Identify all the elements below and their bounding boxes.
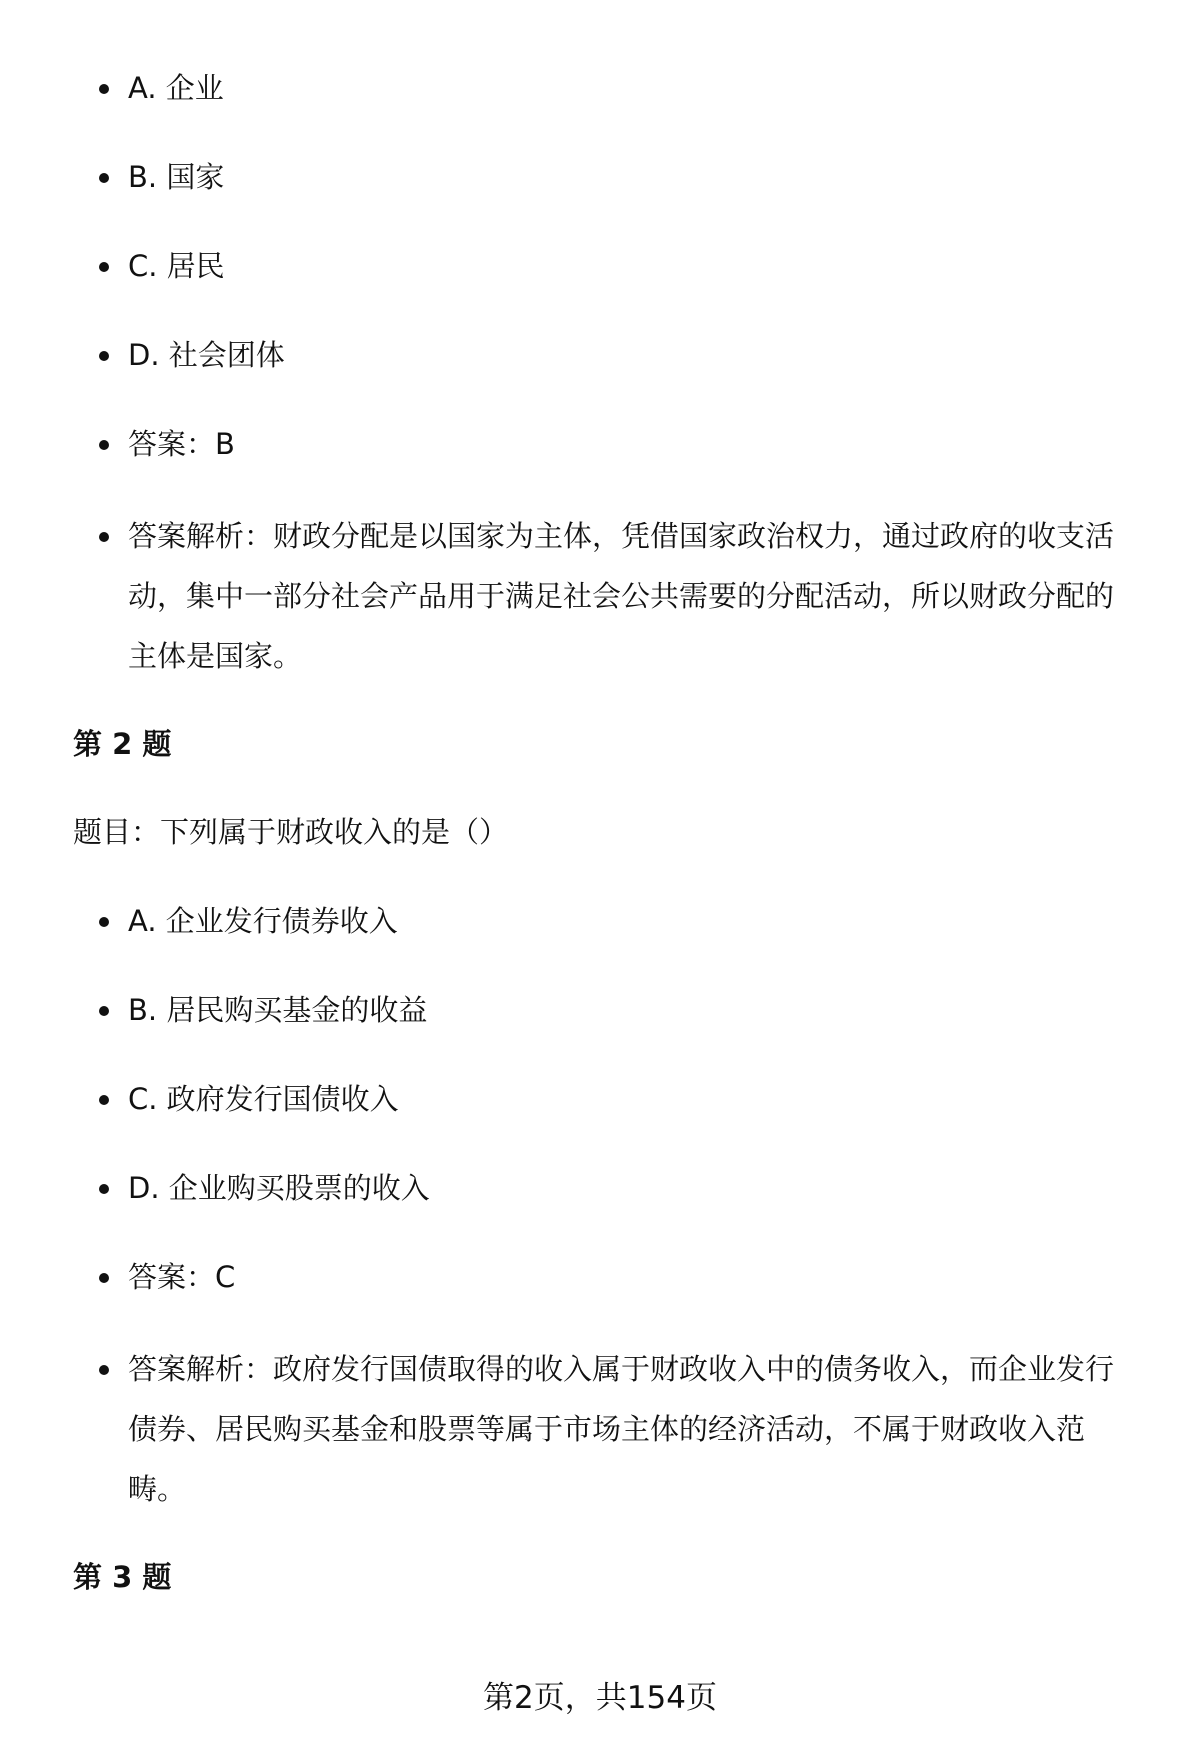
q2-option-c: C. 政府发行国债收入 xyxy=(128,1069,1138,1129)
q1-option-d: D. 社会团体 xyxy=(128,325,1138,385)
q3-heading: 第 3 题 xyxy=(73,1560,172,1594)
q1-option-c: C. 居民 xyxy=(128,236,1138,296)
q1-answer: 答案：B xyxy=(128,414,1138,474)
q2-option-b: B. 居民购买基金的收益 xyxy=(128,980,1138,1040)
q1-option-b: B. 国家 xyxy=(128,147,1138,207)
q2-explanation: 答案解析：政府发行国债取得的收入属于财政收入中的债务收入，而企业发行债券、居民购买基金和股票等属于市场主体的经济活动，不属于财政收入范畴。 xyxy=(128,1339,1138,1519)
q2-option-a: A. 企业发行债券收入 xyxy=(128,891,1138,951)
q2-stem: 题目：下列属于财政收入的是（） xyxy=(73,815,509,849)
q2-option-d: D. 企业购买股票的收入 xyxy=(128,1158,1138,1218)
q1-explanation: 答案解析：财政分配是以国家为主体，凭借国家政治权力，通过政府的收支活动，集中一部分社会产品用于满足社会公共需要的分配活动，所以财政分配的主体是国家。 xyxy=(128,506,1138,686)
q2-answer: 答案：C xyxy=(128,1247,1138,1307)
q1-option-a: A. 企业 xyxy=(128,58,1138,118)
page-indicator: 第2页，共154页 xyxy=(483,1680,717,1716)
q2-heading: 第 2 题 xyxy=(73,727,172,761)
